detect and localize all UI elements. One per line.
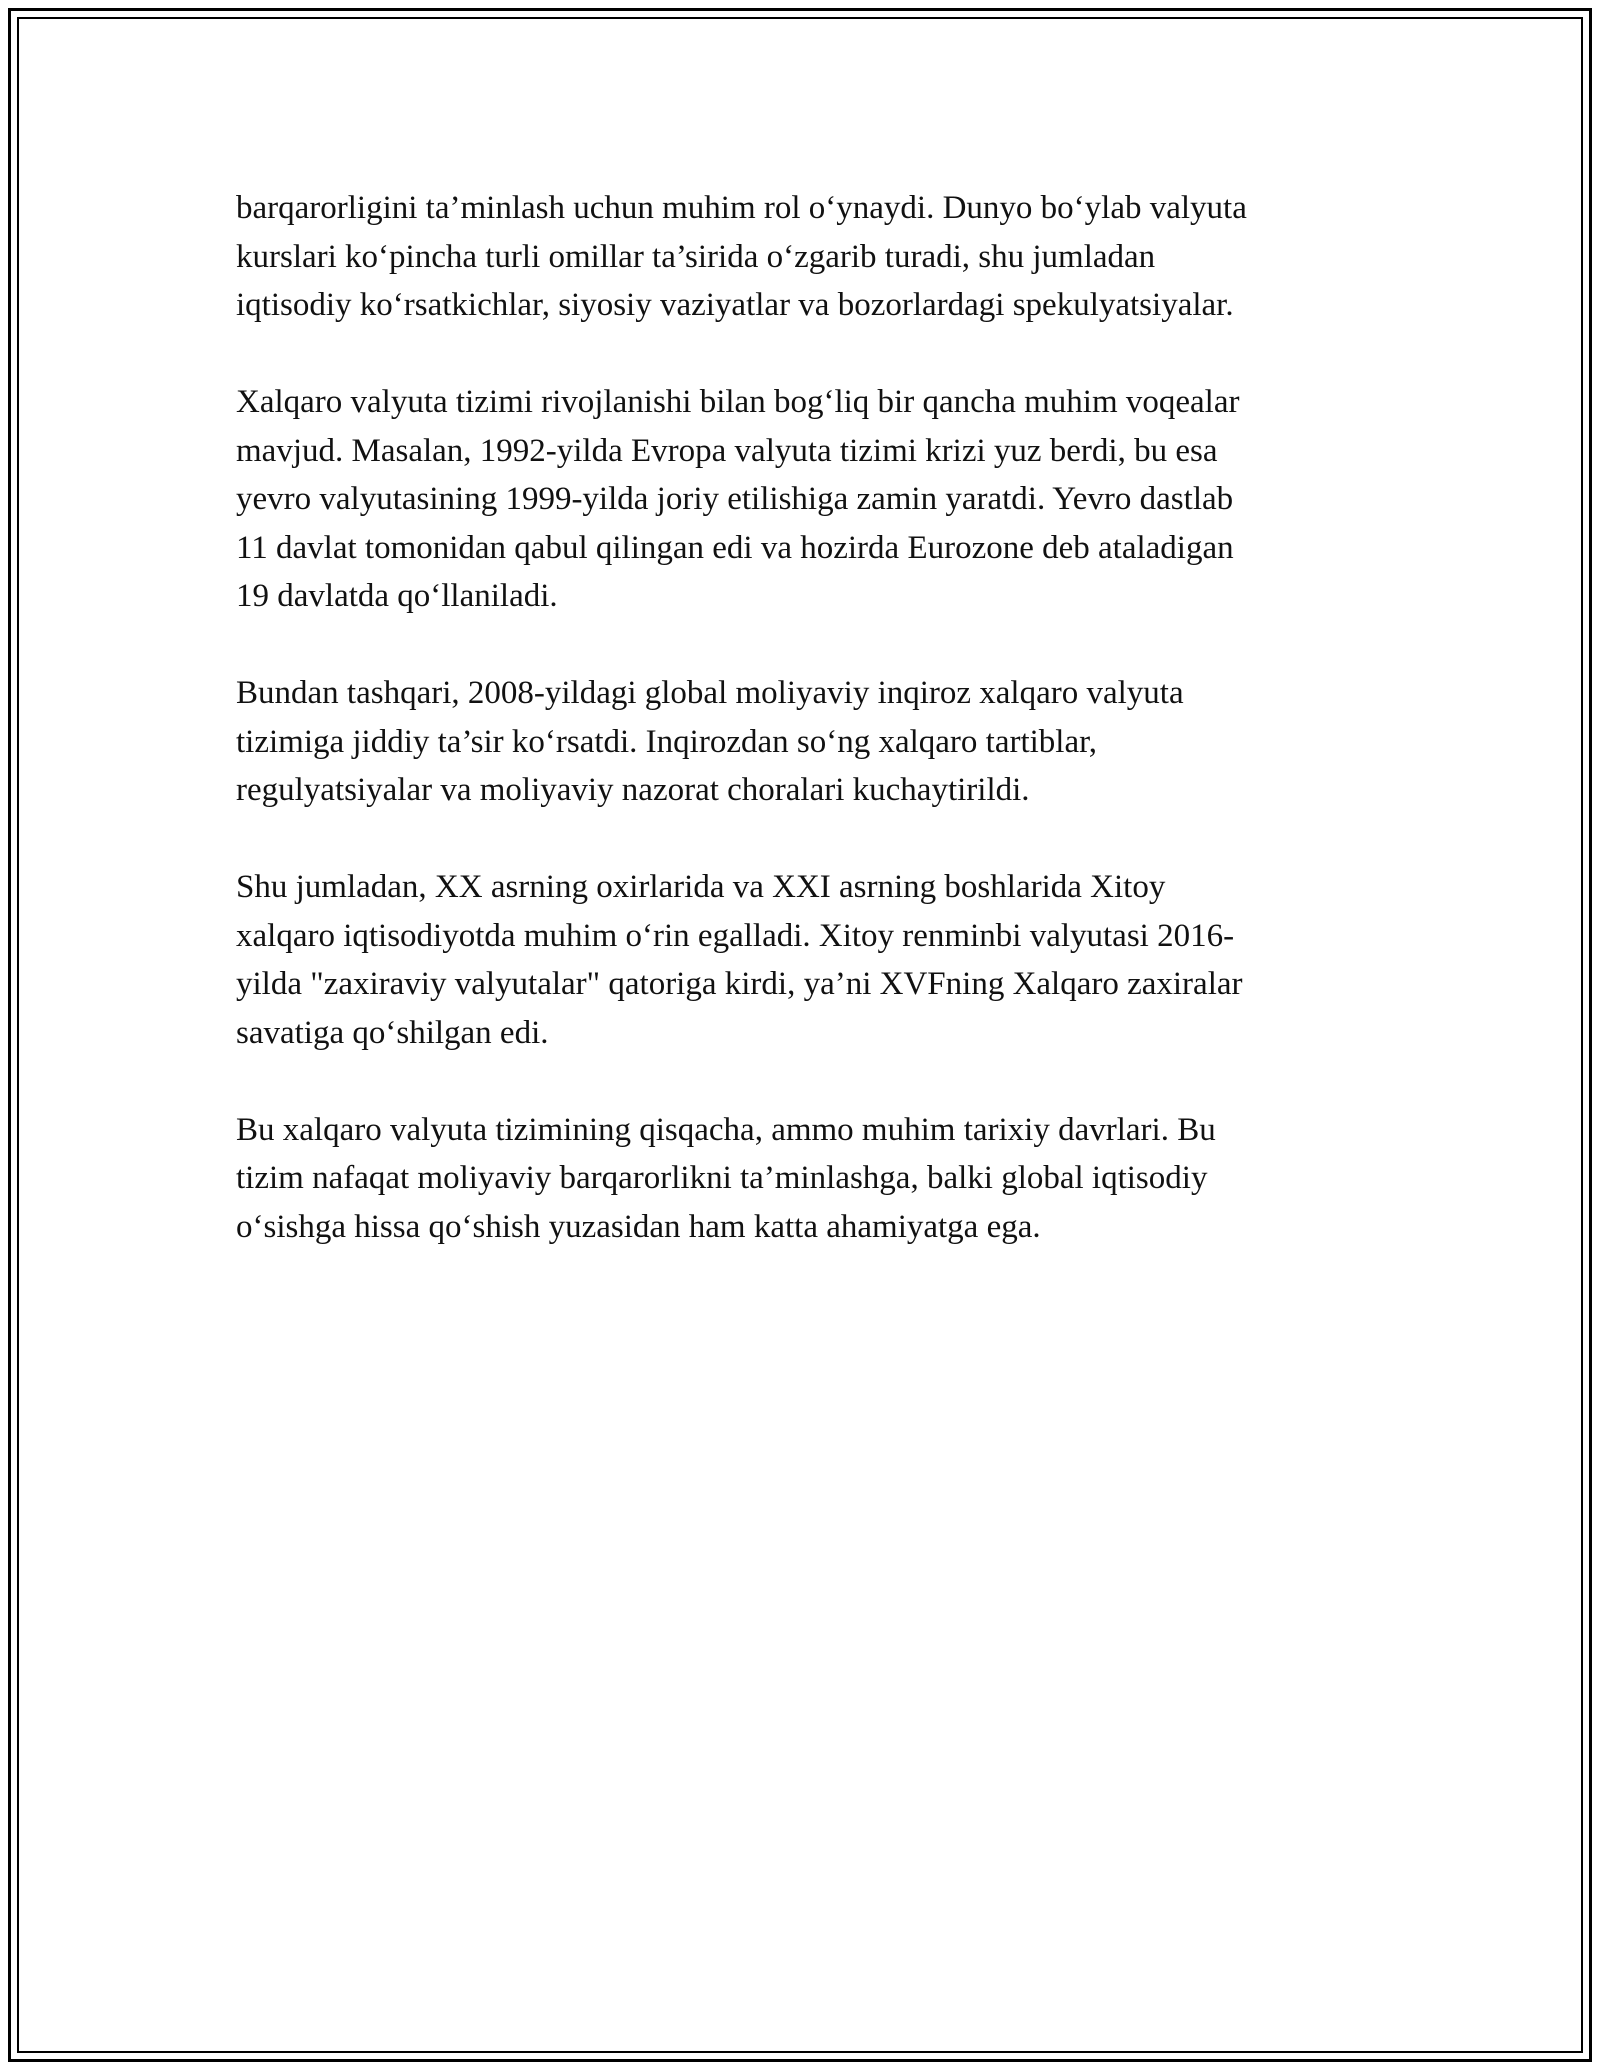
text-line: Xalqaro valyuta tizimi rivojlanishi bilan bog‘liq bir qancha muhim voqealar — [236, 384, 1240, 420]
paragraph-1 — [236, 184, 1366, 330]
paragraph-3 — [236, 669, 1366, 815]
text-line: xalqaro iqtisodiyotda muhim o‘rin egalladi. Xitoy renminbi valyutasi 2016- — [236, 917, 1235, 954]
text-line: Bu xalqaro valyuta tizimining qisqacha, ammo muhim tarixiy davrlari. Bu — [236, 1111, 1216, 1148]
text-line: 11 davlat tomonidan qabul qilingan edi va hozirda Eurozone deb ataladigan — [236, 529, 1234, 566]
text-line: yilda "zaxiraviy valyutalar" qatoriga kirdi, ya’ni XVFning Xalqaro zaxiralar — [236, 966, 1243, 1002]
text-line: tizim nafaqat moliyaviy barqarorlikni ta’minlashga, balki global iqtisodiy — [236, 1160, 1208, 1196]
text-line: iqtisodiy ko‘rsatkichlar, siyosiy vaziyatlar va bozorlardagi spekulyatsiyalar. — [236, 287, 1234, 323]
text-line: savatiga qo‘shilgan edi. — [236, 1014, 549, 1051]
text-line: 19 davlatda qo‘llaniladi. — [236, 578, 558, 614]
text-line: mavjud. Masalan, 1992-yilda Evropa valyuta tizimi krizi yuz berdi, bu esa — [236, 432, 1218, 469]
text-line: barqarorligini ta’minlash uchun muhim rol o‘ynaydi. Dunyo bo‘ylab valyuta — [236, 190, 1247, 226]
paragraph-5 — [236, 1106, 1366, 1252]
text-line: o‘sishga hissa qo‘shish yuzasidan ham katta ahamiyatga ega. — [236, 1208, 1041, 1245]
text-line: regulyatsiyalar va moliyaviy nazorat choralari kuchaytirildi. — [236, 772, 1030, 808]
text-line: kurslari ko‘pincha turli omillar ta’sirida o‘zgarib turadi, shu jumladan — [236, 238, 1156, 275]
text-line: Bundan tashqari, 2008-yildagi global moliyaviy inqiroz xalqaro valyuta — [236, 675, 1184, 711]
document-body — [236, 184, 1366, 1300]
paragraph-4 — [236, 863, 1366, 1057]
text-line: Shu jumladan, XX asrning oxirlarida va XXI asrning boshlarida Xitoy — [236, 869, 1166, 905]
text-line: tizimiga jiddiy ta’sir ko‘rsatdi. Inqirozdan so‘ng xalqaro tartiblar, — [236, 723, 1098, 760]
text-line: yevro valyutasining 1999-yilda joriy etilishiga zamin yaratdi. Yevro dastlab — [236, 481, 1234, 517]
paragraph-2 — [236, 378, 1366, 621]
